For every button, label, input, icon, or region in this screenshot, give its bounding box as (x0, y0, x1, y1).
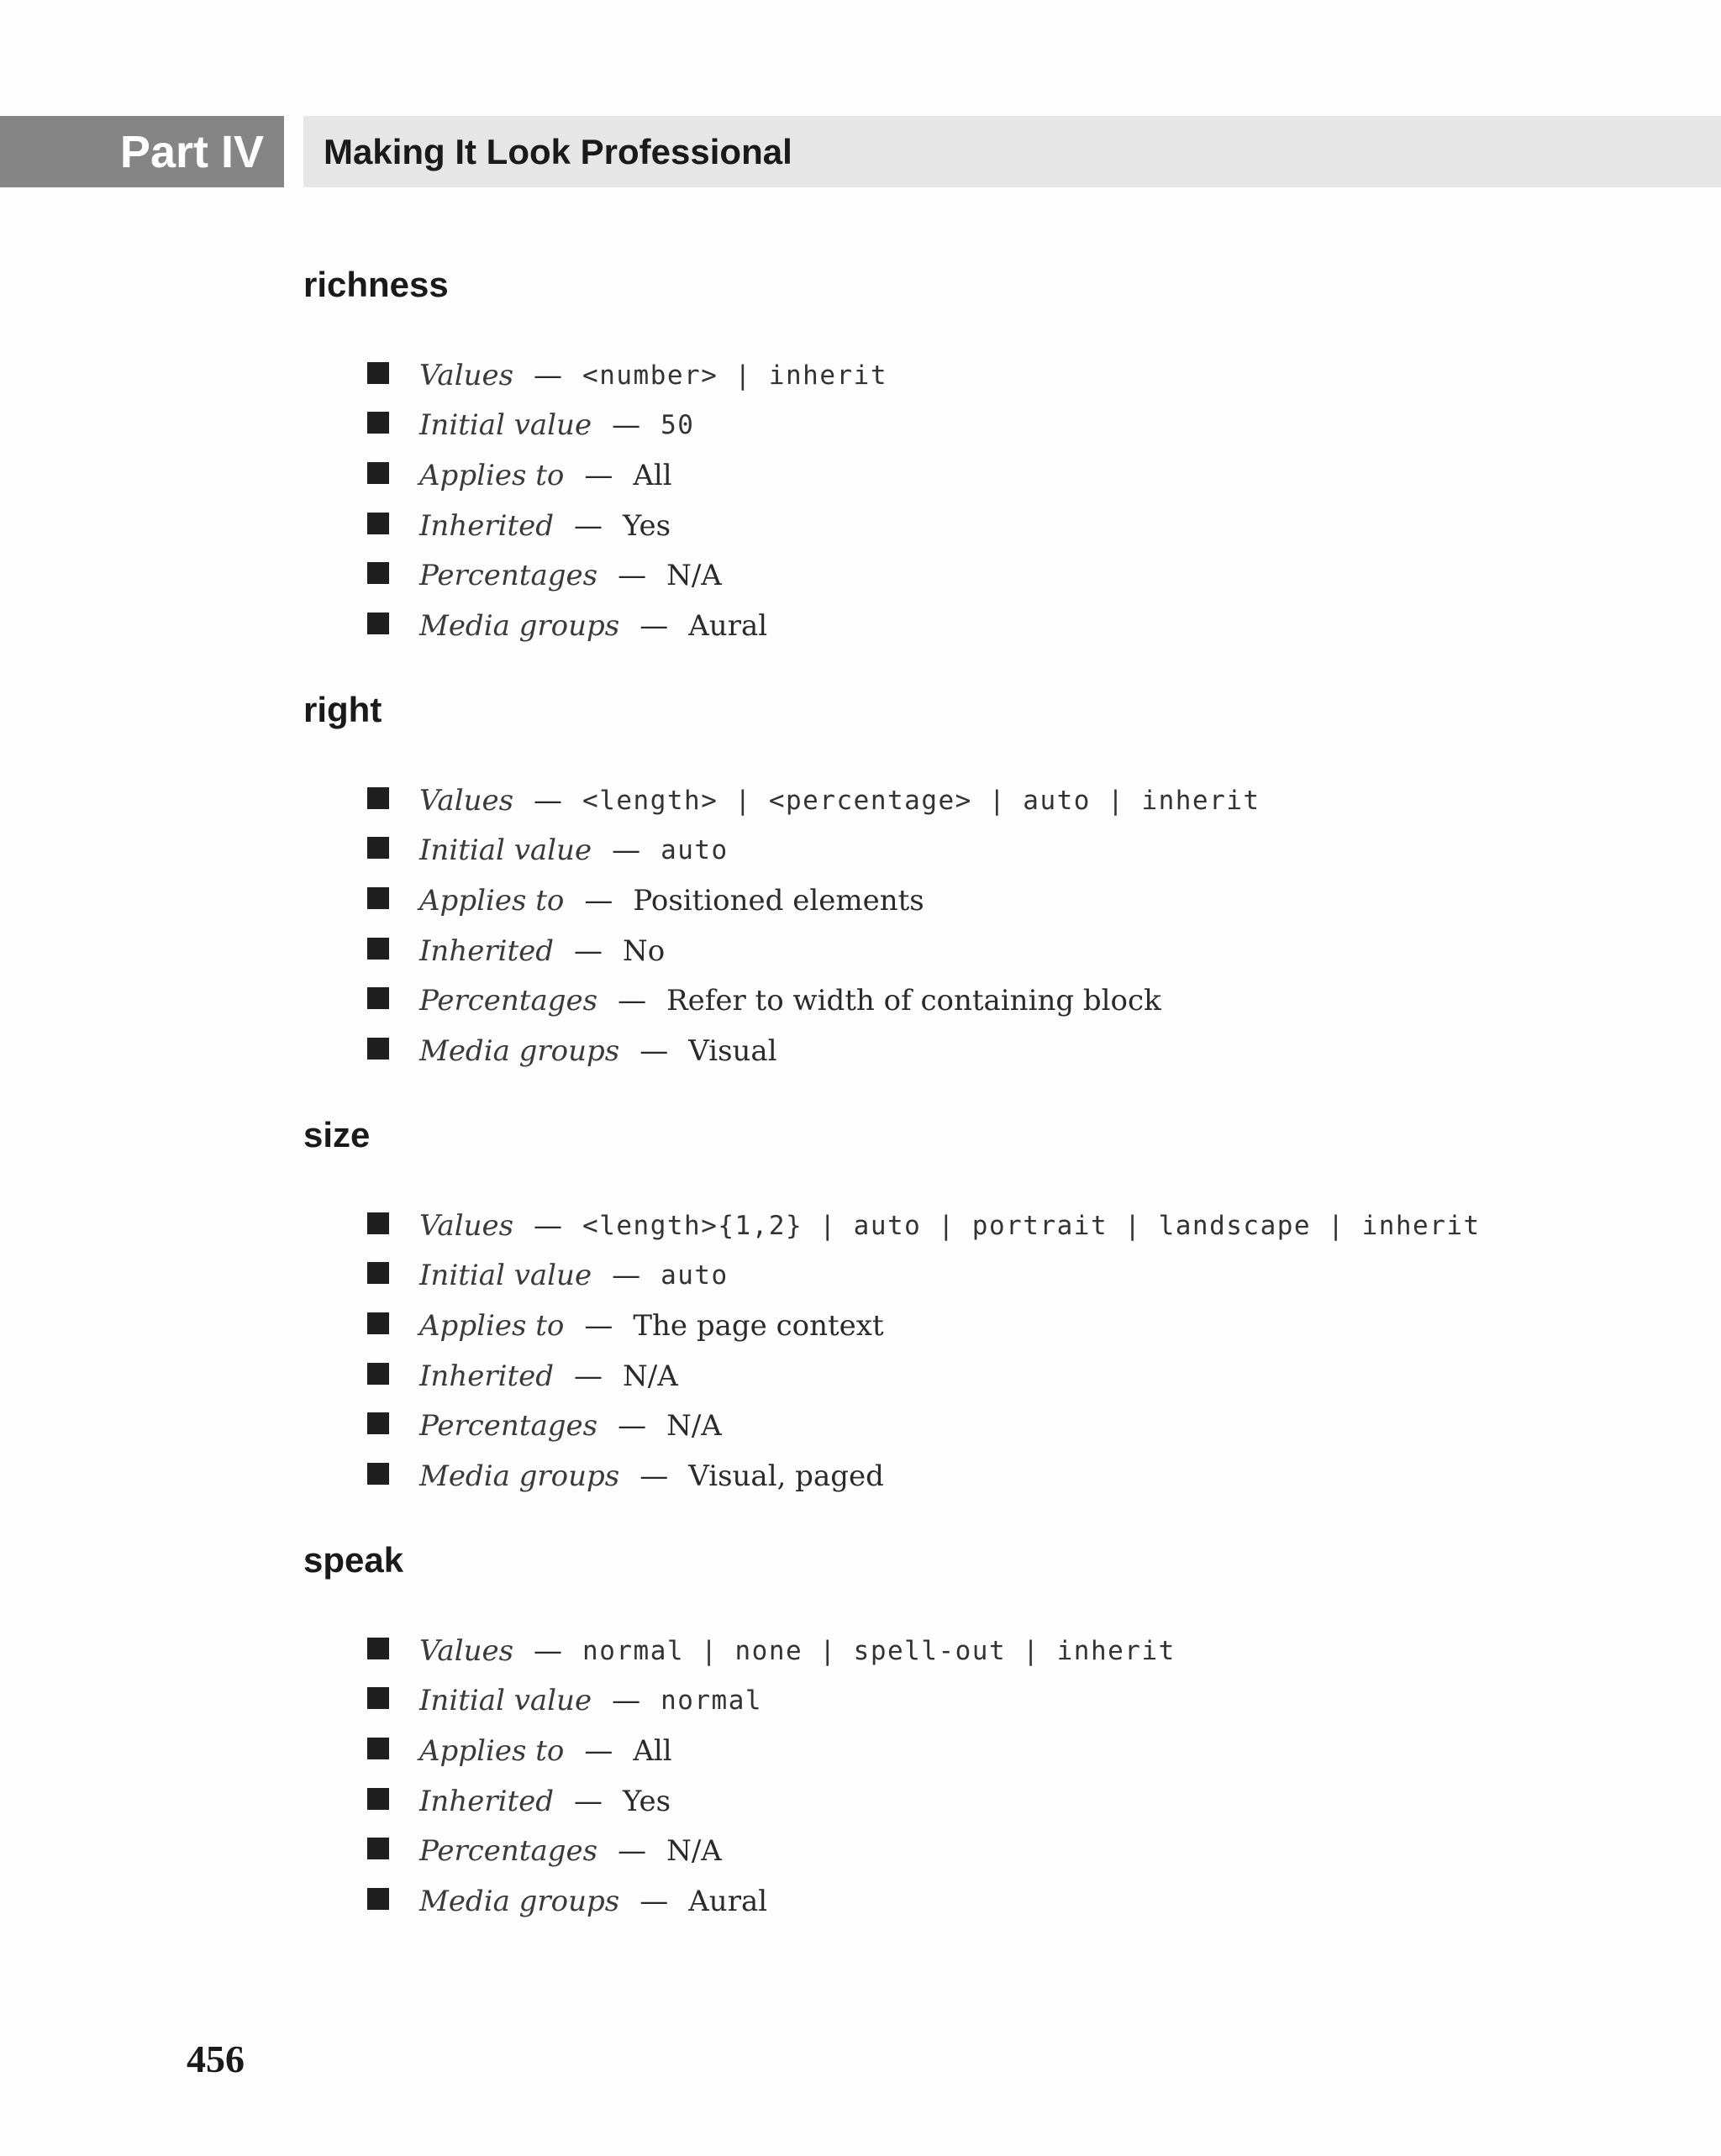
property-value: normal | none | spell-out | inherit (582, 1635, 1176, 1666)
list-item (303, 1776, 1176, 1827)
em-dash: — (612, 1259, 641, 1293)
list-item (303, 926, 1260, 976)
list-item (303, 876, 1260, 926)
section-richness (303, 265, 1648, 643)
list-item (303, 401, 887, 451)
property-name: Percentages (419, 984, 598, 1018)
em-dash: — (618, 559, 647, 593)
list-item (303, 450, 887, 501)
list-item (303, 1401, 1481, 1451)
square-bullet-icon (367, 1788, 389, 1810)
list-item (303, 1676, 1176, 1727)
property-value: auto (661, 835, 729, 866)
square-bullet-icon (367, 1838, 389, 1859)
em-dash: — (534, 783, 563, 818)
property-name: Percentages (419, 559, 598, 593)
section-title: size (303, 1115, 371, 1154)
square-bullet-icon (367, 1888, 389, 1910)
list-item (303, 1826, 1176, 1876)
property-value: 50 (661, 410, 695, 441)
property-value: N/A (623, 1359, 678, 1393)
em-dash: — (574, 508, 603, 543)
em-dash: — (612, 1684, 641, 1718)
list-item (303, 776, 1260, 826)
property-value: Aural (688, 1884, 768, 1918)
chapter-title: Making It Look Professional (324, 131, 792, 171)
section-size (303, 1115, 1648, 1493)
property-name: Media groups (419, 608, 620, 643)
property-value: Refer to width of containing block (666, 984, 1161, 1018)
square-bullet-icon (367, 1363, 389, 1385)
list-item (303, 1251, 1481, 1301)
list-item (303, 1351, 1481, 1401)
property-value: No (623, 933, 666, 968)
square-bullet-icon (367, 1687, 389, 1709)
em-dash: — (639, 1033, 669, 1068)
square-bullet-icon (367, 362, 389, 384)
section-title: speak (303, 1540, 404, 1580)
square-bullet-icon (367, 513, 389, 534)
property-value: normal (661, 1685, 763, 1717)
property-value: Positioned elements (633, 883, 924, 918)
property-value: The page context (633, 1308, 884, 1343)
running-header (303, 116, 1721, 187)
list-item (303, 1201, 1481, 1251)
property-name: Media groups (419, 1033, 620, 1068)
em-dash: — (639, 1884, 669, 1918)
em-dash: — (612, 833, 641, 868)
square-bullet-icon (367, 1262, 389, 1284)
square-bullet-icon (367, 787, 389, 809)
property-name: Initial value (419, 1684, 592, 1718)
list-item (303, 1876, 1176, 1927)
list-item (303, 975, 1260, 1026)
em-dash: — (534, 358, 563, 392)
em-dash: — (639, 1459, 669, 1493)
property-value: <length> | <percentage> | auto | inherit (582, 785, 1260, 816)
property-value: Visual, paged (688, 1459, 884, 1493)
property-list (303, 1201, 1481, 1501)
square-bullet-icon (367, 462, 389, 484)
square-bullet-icon (367, 1463, 389, 1485)
em-dash: — (574, 1359, 603, 1393)
property-value: auto (661, 1260, 729, 1291)
square-bullet-icon (367, 562, 389, 584)
property-name: Percentages (419, 1409, 598, 1443)
list-item (303, 601, 887, 651)
list-item (303, 1301, 1481, 1351)
property-name: Inherited (419, 508, 555, 543)
part-tab (0, 116, 284, 187)
property-list (303, 776, 1260, 1076)
em-dash: — (618, 1834, 647, 1869)
section-title: richness (303, 265, 449, 304)
square-bullet-icon (367, 1212, 389, 1234)
property-value: All (633, 458, 672, 492)
property-name: Initial value (419, 408, 592, 443)
section-speak (303, 1540, 1648, 1918)
square-bullet-icon (367, 1738, 389, 1759)
property-name: Media groups (419, 1884, 620, 1918)
square-bullet-icon (367, 1312, 389, 1334)
property-name: Values (419, 1208, 514, 1243)
square-bullet-icon (367, 1638, 389, 1659)
property-value: N/A (666, 1834, 722, 1869)
list-item (303, 1626, 1176, 1676)
property-name: Inherited (419, 933, 555, 968)
property-value: All (633, 1733, 672, 1768)
property-name: Percentages (419, 1834, 598, 1869)
property-name: Inherited (419, 1359, 555, 1393)
property-name: Applies to (419, 1733, 565, 1768)
list-item (303, 550, 887, 601)
list-item (303, 1451, 1481, 1501)
list-item (303, 826, 1260, 876)
property-value: <length>{1,2} | auto | portrait | landscape | inherit (582, 1210, 1481, 1241)
property-list (303, 350, 887, 651)
property-name: Media groups (419, 1459, 620, 1493)
em-dash: — (618, 984, 647, 1018)
em-dash: — (584, 1733, 613, 1768)
em-dash: — (618, 1409, 647, 1443)
property-value: <number> | inherit (582, 360, 887, 391)
list-item (303, 1026, 1260, 1076)
property-name: Applies to (419, 458, 565, 492)
em-dash: — (612, 408, 641, 443)
em-dash: — (534, 1208, 563, 1243)
em-dash: — (574, 933, 603, 968)
section-right (303, 690, 1648, 1068)
em-dash: — (584, 883, 613, 918)
square-bullet-icon (367, 837, 389, 859)
property-value: Aural (688, 608, 768, 643)
property-name: Values (419, 783, 514, 818)
property-value: Yes (623, 508, 671, 543)
em-dash: — (574, 1784, 603, 1818)
section-title: right (303, 690, 382, 729)
property-name: Applies to (419, 1308, 565, 1343)
em-dash: — (584, 1308, 613, 1343)
em-dash: — (584, 458, 613, 492)
list-item (303, 350, 887, 401)
list-item (303, 501, 887, 551)
property-name: Applies to (419, 883, 565, 918)
property-value: N/A (666, 1409, 722, 1443)
square-bullet-icon (367, 987, 389, 1009)
square-bullet-icon (367, 887, 389, 909)
property-name: Inherited (419, 1784, 555, 1818)
property-name: Values (419, 358, 514, 392)
square-bullet-icon (367, 1038, 389, 1060)
list-item (303, 1726, 1176, 1776)
property-list (303, 1626, 1176, 1927)
property-name: Initial value (419, 833, 592, 868)
em-dash: — (534, 1633, 563, 1668)
property-value: Visual (688, 1033, 777, 1068)
em-dash: — (639, 608, 669, 643)
property-name: Initial value (419, 1259, 592, 1293)
page-number: 456 (187, 2038, 245, 2080)
square-bullet-icon (367, 412, 389, 434)
square-bullet-icon (367, 1412, 389, 1434)
property-name: Values (419, 1633, 514, 1668)
property-value: Yes (623, 1784, 671, 1818)
property-value: N/A (666, 559, 722, 593)
part-label: Part IV (119, 126, 264, 177)
square-bullet-icon (367, 613, 389, 634)
square-bullet-icon (367, 938, 389, 960)
